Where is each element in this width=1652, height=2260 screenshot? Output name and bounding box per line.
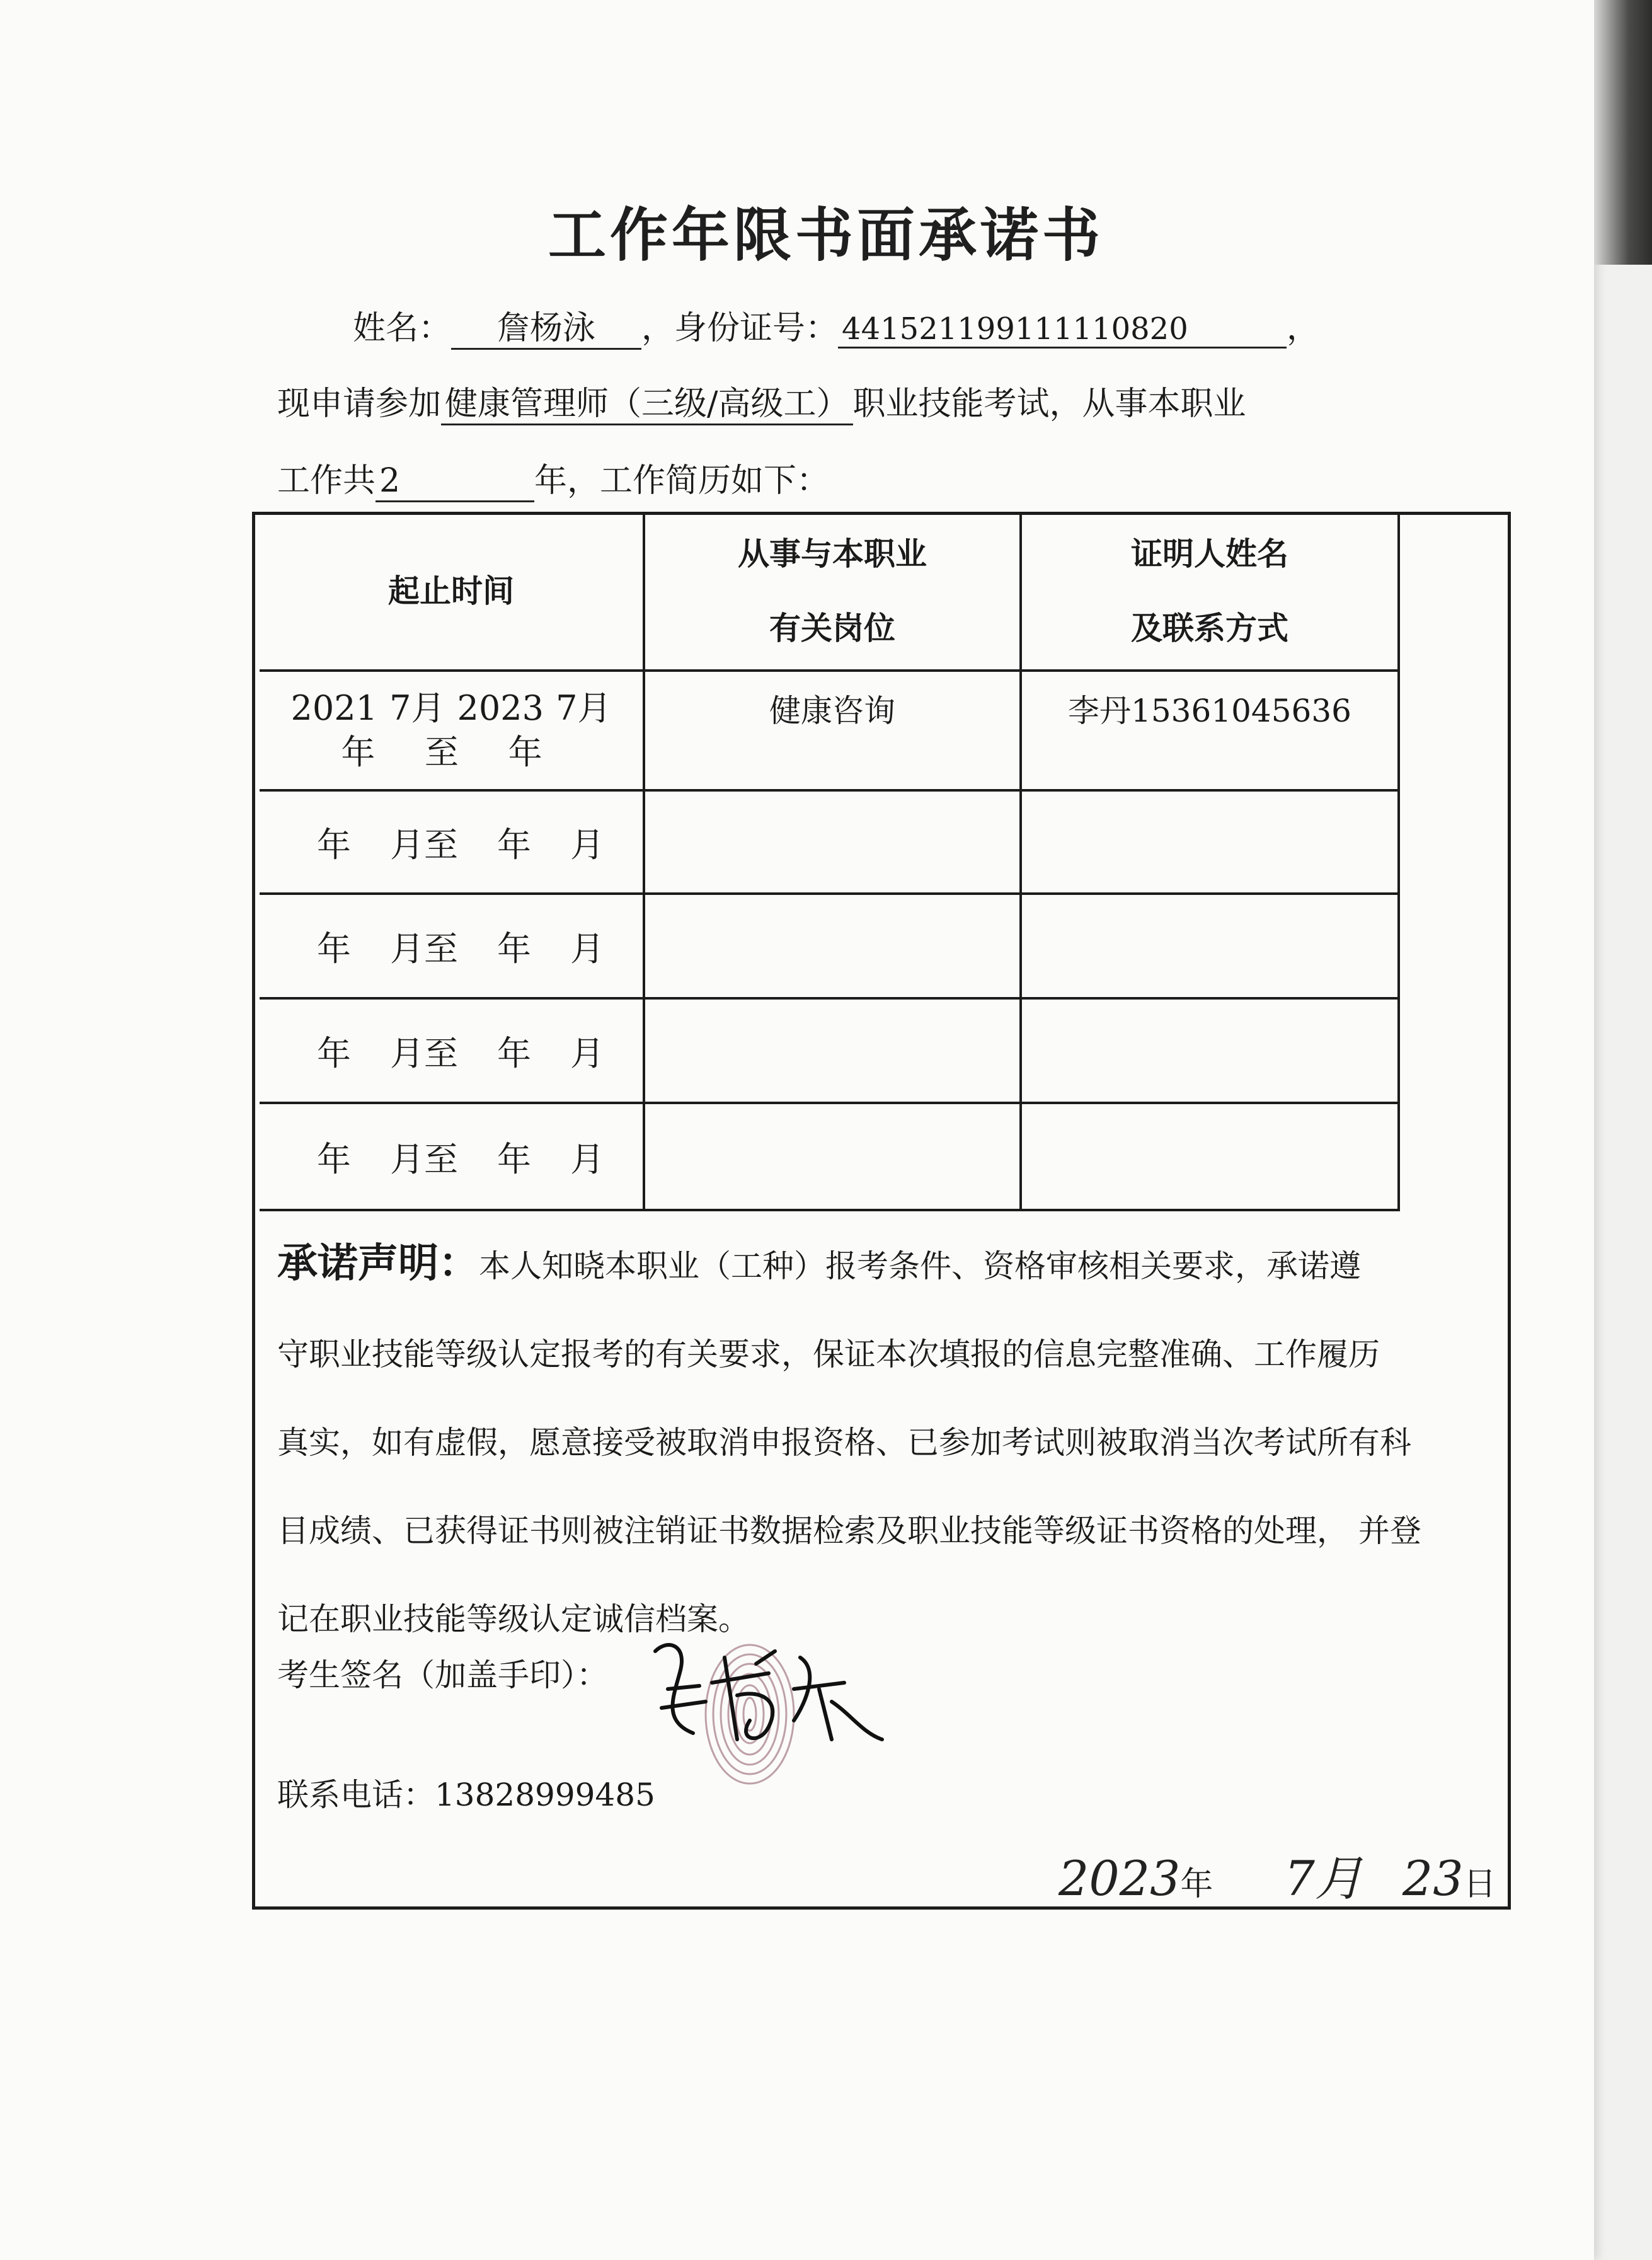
- witness-cell-2: [1021, 790, 1399, 894]
- table-row: [260, 671, 1399, 790]
- blank-yue: 月: [570, 928, 604, 969]
- table-header-row: [260, 513, 1399, 671]
- date-month-handwritten: 7月: [1284, 1850, 1363, 1906]
- witness-cell-5: [1021, 1103, 1399, 1210]
- years-line: [277, 454, 829, 502]
- start-year: 2021: [290, 688, 377, 728]
- blank-yue: 月: [570, 1033, 604, 1073]
- blank-nian-2: 年: [497, 824, 531, 865]
- year-char-2: 年: [508, 732, 542, 772]
- header-position: [644, 513, 1021, 671]
- witness-cell-3: [1021, 894, 1399, 998]
- signature-line: [277, 1650, 608, 1695]
- name-id-line: [353, 301, 1319, 350]
- period-chars: [260, 730, 643, 775]
- witness-cell-4: [1021, 998, 1399, 1103]
- header-witness: [1021, 513, 1399, 671]
- name-label: 姓名：: [353, 309, 452, 347]
- id-value: 441521199111110820: [838, 312, 1287, 349]
- table-row: [260, 894, 1399, 998]
- year-char: 年: [341, 732, 376, 772]
- blank-nian: 年: [317, 824, 351, 865]
- header-position-line1: 从事与本职业: [738, 536, 927, 572]
- phone-value: 13828999485: [435, 1777, 655, 1813]
- date-day-handwritten: 23: [1402, 1850, 1464, 1906]
- pledge-line-5: 记在职业技能等级认定诚信档案。: [277, 1601, 750, 1637]
- id-label: ，身份证号：: [641, 309, 839, 347]
- witness-cell-1: 李丹15361045636: [1021, 671, 1399, 790]
- years-suffix: 年，工作简历如下：: [534, 462, 830, 500]
- blank-nian: 年: [317, 1139, 351, 1179]
- blank-nian-2: 年: [497, 1139, 531, 1179]
- blank-yuezhi: 月至: [390, 1033, 458, 1073]
- blank-nian-2: 年: [497, 1033, 531, 1073]
- period-cell-5: [260, 1103, 644, 1210]
- header-period: 起止时间: [260, 513, 644, 671]
- date-year-handwritten: 2023: [1058, 1850, 1181, 1906]
- pledge-lead: 承诺声明：: [277, 1240, 479, 1287]
- apply-prefix: 现申请参加: [277, 385, 442, 423]
- period-cell-1: [260, 671, 644, 790]
- pledge-text-1: 本人知晓本职业（工种）报考条件、资格审核相关要求，承诺遵: [479, 1248, 1361, 1284]
- end-year: 2023: [457, 688, 544, 728]
- years-value: 2: [376, 463, 534, 502]
- document-title: 工作年限书面承诺书: [548, 202, 1104, 269]
- handwritten-signature-fingerprint: [643, 1613, 895, 1802]
- header-witness-line1: 证明人姓名: [1131, 536, 1288, 572]
- blank-yue: 月: [570, 1139, 604, 1179]
- position-cell-3: [644, 894, 1021, 998]
- header-position-line2: 有关岗位: [769, 610, 895, 647]
- phone-label: 联系电话：: [277, 1777, 435, 1813]
- sign-date: [1058, 1840, 1496, 1909]
- phone-line: [277, 1770, 655, 1815]
- position-cell-1: 健康咨询: [644, 671, 1021, 790]
- signature-label: 考生签名（加盖手印）：: [277, 1657, 608, 1693]
- position-cell-5: [644, 1103, 1021, 1210]
- blank-nian: 年: [317, 1033, 351, 1073]
- apply-value: 健康管理师（三级/高级工）: [441, 386, 853, 425]
- end-month: 7月: [556, 688, 612, 728]
- position-cell-2: [644, 790, 1021, 894]
- to-char: 至: [424, 732, 459, 772]
- table-row: [260, 790, 1399, 894]
- pledge-line-4: 目成绩、已获得证书则被注销证书数据检索及职业技能等级证书资格的处理， 并登: [277, 1513, 1421, 1549]
- pledge-line-1: [277, 1219, 1474, 1310]
- apply-line: [277, 377, 1246, 425]
- period-values: [260, 686, 643, 730]
- work-history-table: [260, 513, 1400, 1211]
- years-prefix: 工作共: [277, 462, 376, 500]
- table-row: [260, 998, 1399, 1103]
- blank-nian-2: 年: [497, 928, 531, 969]
- pledge-line-3: 真实，如有虚假，愿意接受被取消申报资格、已参加考试则被取消当次考试所有科: [277, 1424, 1411, 1461]
- blank-yuezhi: 月至: [390, 824, 458, 865]
- period-cell-4: [260, 998, 644, 1103]
- fingerprint-mark: [706, 1645, 794, 1784]
- period-cell-2: [260, 790, 644, 894]
- blank-yuezhi: 月至: [390, 1139, 458, 1179]
- id-end: ，: [1287, 309, 1320, 347]
- position-cell-4: [644, 998, 1021, 1103]
- pledge-line-2: 守职业技能等级认定报考的有关要求，保证本次填报的信息完整准确、工作履历: [277, 1336, 1380, 1373]
- blank-nian: 年: [317, 928, 351, 969]
- apply-suffix: 职业技能考试，从事本职业: [852, 385, 1246, 423]
- table-row: [260, 1103, 1399, 1210]
- header-witness-line2: 及联系方式: [1131, 610, 1288, 647]
- name-value: 詹杨泳: [451, 310, 641, 350]
- blank-yue: 月: [570, 824, 604, 865]
- blank-yuezhi: 月至: [390, 928, 458, 969]
- start-month: 7月: [389, 688, 445, 728]
- period-cell-3: [260, 894, 644, 998]
- date-year-char: 年: [1180, 1865, 1213, 1903]
- date-day-char: 日: [1463, 1865, 1496, 1903]
- pledge-statement: [277, 1219, 1474, 1663]
